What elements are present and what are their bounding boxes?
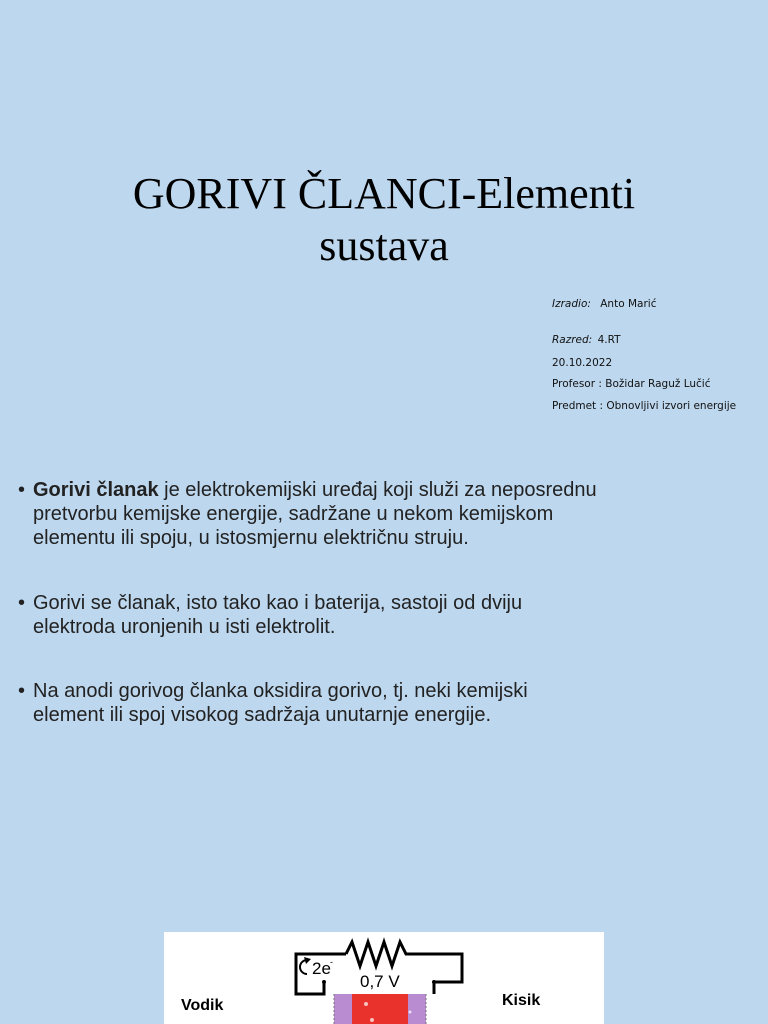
bullet-1-rest: je elektrokemijski uređaj koji služi za neposrednu	[158, 479, 597, 501]
bullet-3-line-2: element ili spoj visokog sadržaja unutarnje energije.	[33, 704, 492, 726]
resistor-icon	[346, 942, 410, 966]
ion-dot	[364, 1002, 368, 1006]
fuel-cell-svg	[164, 932, 604, 1024]
bullet-1-line-1	[33, 478, 738, 502]
voltage-label: 0,7 V	[360, 972, 400, 991]
bullet-2-line-1: Gorivi se članak, isto tako kao i baterija, sastoji od dviju	[33, 592, 523, 614]
professor-row: Profesor : Božidar Raguž Lučić	[552, 378, 711, 390]
oxygen-label: Kisik	[502, 992, 541, 1009]
author-label: Izradio:	[552, 298, 591, 310]
hydrogen-label: Vodik	[181, 997, 224, 1014]
electron-label: 2e	[312, 959, 331, 978]
bullet-3-line-1: Na anodi gorivog članka oksidira gorivo, tj. neki kemijski	[33, 680, 528, 702]
circuit-wire-right	[410, 954, 462, 994]
cathode-layer	[408, 994, 426, 1024]
bullet-1-line-2: pretvorbu kemijske energije, sadržane u nekom kemijskom	[33, 503, 554, 525]
bullet-2-line-2: elektroda uronjenih u isti elektrolit.	[33, 616, 336, 638]
ion-dot	[409, 1011, 412, 1014]
bullet-item	[18, 478, 738, 550]
wire-node-right	[432, 980, 436, 984]
bullet-dot: •	[18, 680, 26, 702]
slide-title	[0, 168, 768, 272]
author-value: Anto Marić	[600, 298, 657, 310]
arrowhead-icon	[304, 957, 311, 964]
wire-node-left	[322, 980, 326, 984]
date-row: 20.10.2022	[552, 357, 613, 369]
title-line-2: sustava	[319, 221, 449, 270]
bullet-dot: •	[18, 479, 26, 501]
anode-layer	[334, 994, 352, 1024]
class-value: 4.RT	[597, 334, 621, 346]
bullet-dot: •	[18, 592, 26, 614]
fuel-cell-diagram	[164, 932, 604, 1024]
class-row	[552, 334, 621, 346]
ion-dot	[370, 1018, 374, 1022]
subject-row: Predmet : Obnovljivi izvori energije	[552, 400, 737, 412]
electron-sign: -	[330, 957, 333, 967]
title-line-1: GORIVI ČLANCI-Elementi	[132, 169, 636, 218]
class-label: Razred:	[552, 334, 593, 346]
electrolyte-layer	[352, 994, 408, 1024]
author-row	[552, 298, 656, 310]
bullet-1-bold: Gorivi članak	[33, 479, 159, 501]
bullet-item	[18, 591, 738, 639]
bullet-1-line-3: elementu ili spoju, u istosmjernu električnu struju.	[33, 527, 469, 549]
bullet-item	[18, 679, 738, 727]
